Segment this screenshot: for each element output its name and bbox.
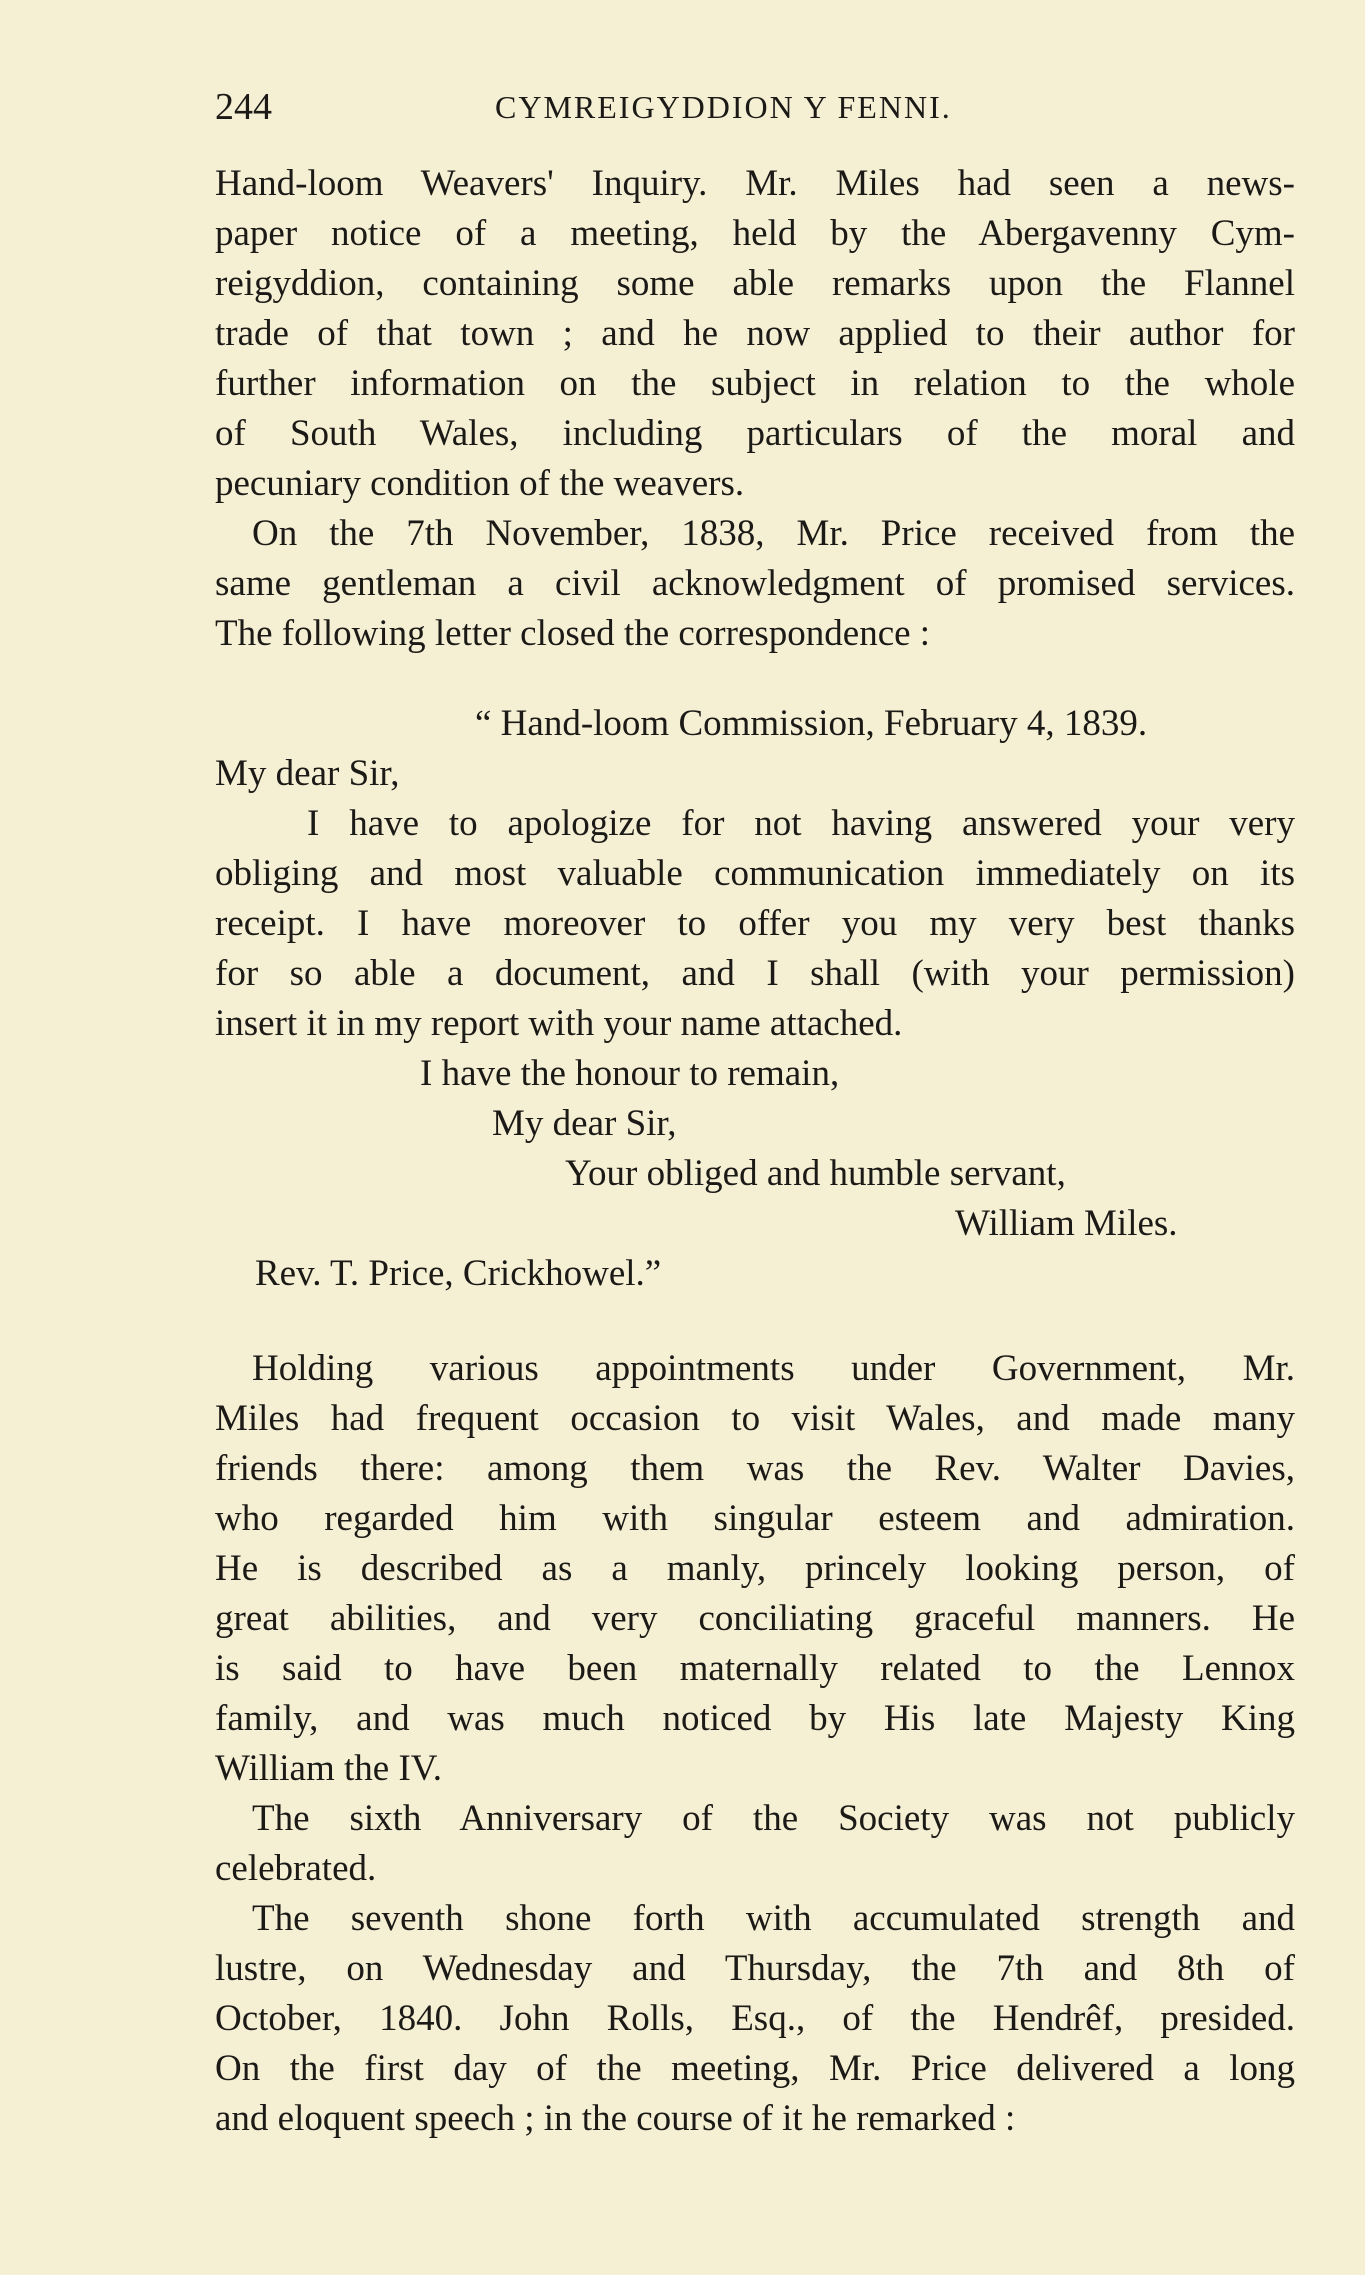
page-header bbox=[215, 85, 1295, 133]
text-line: further information on the subject in relation to the whole bbox=[215, 363, 1295, 404]
text-line: receipt. I have moreover to offer you my very best thanks bbox=[215, 903, 1295, 944]
page-number: 244 bbox=[215, 86, 272, 128]
text-line: October, 1840. John Rolls, Esq., of the Hendrêf, presided. bbox=[215, 1998, 1295, 2039]
letter-dateline: “ Hand-loom Commission, February 4, 1839. bbox=[475, 703, 1148, 744]
text-line: I have to apologize for not having answered your very bbox=[307, 803, 1295, 844]
text-line: is said to have been maternally related to the Lennox bbox=[215, 1648, 1295, 1689]
text-line: On the 7th November, 1838, Mr. Price received from the bbox=[252, 513, 1295, 554]
text-line: who regarded him with singular esteem and admiration. bbox=[215, 1498, 1295, 1539]
text-line: insert it in my report with your name attached. bbox=[215, 1003, 903, 1044]
letter-closing: I have the honour to remain, bbox=[420, 1053, 840, 1094]
text-line: obliging and most valuable communication immediately on its bbox=[215, 853, 1295, 894]
text-line: Miles had frequent occasion to visit Wales, and made many bbox=[215, 1398, 1295, 1439]
text-line: paper notice of a meeting, held by the Abergavenny Cym- bbox=[215, 213, 1295, 254]
text-line: reigyddion, containing some able remarks upon the Flannel bbox=[215, 263, 1295, 304]
text-line: Hand-loom Weavers' Inquiry. Mr. Miles had seen a news- bbox=[215, 163, 1295, 204]
text-line: trade of that town ; and he now applied to their author for bbox=[215, 313, 1295, 354]
text-line: pecuniary condition of the weavers. bbox=[215, 463, 745, 504]
text-line: great abilities, and very conciliating graceful manners. He bbox=[215, 1598, 1295, 1639]
text-line: celebrated. bbox=[215, 1848, 377, 1889]
letter-salutation: My dear Sir, bbox=[215, 753, 400, 794]
running-title: CYMREIGYDDION Y FENNI. bbox=[495, 89, 952, 125]
text-line: same gentleman a civil acknowledgment of promised services. bbox=[215, 563, 1295, 604]
text-line: The seventh shone forth with accumulated strength and bbox=[252, 1898, 1295, 1939]
letter-closing: Your obliged and humble servant, bbox=[565, 1153, 1066, 1194]
text-line: and eloquent speech ; in the course of it he remarked : bbox=[215, 2098, 1016, 2139]
text-line: William the IV. bbox=[215, 1748, 442, 1789]
letter-addressee: Rev. T. Price, Crickhowel.” bbox=[255, 1253, 662, 1294]
text-line: On the first day of the meeting, Mr. Price delivered a long bbox=[215, 2048, 1295, 2089]
text-line: of South Wales, including particulars of the moral and bbox=[215, 413, 1295, 454]
text-line: friends there: among them was the Rev. Walter Davies, bbox=[215, 1448, 1295, 1489]
letter-closing: My dear Sir, bbox=[492, 1103, 677, 1144]
text-line: The following letter closed the correspondence : bbox=[215, 613, 931, 654]
text-line: He is described as a manly, princely looking person, of bbox=[215, 1548, 1295, 1589]
text-line: for so able a document, and I shall (with your permission) bbox=[215, 953, 1295, 994]
text-line: lustre, on Wednesday and Thursday, the 7th and 8th of bbox=[215, 1948, 1295, 1989]
text-line: The sixth Anniversary of the Society was not publicly bbox=[252, 1798, 1295, 1839]
text-line: family, and was much noticed by His late Majesty King bbox=[215, 1698, 1295, 1739]
letter-signature: William Miles. bbox=[955, 1203, 1178, 1244]
text-line: Holding various appointments under Government, Mr. bbox=[252, 1348, 1295, 1389]
